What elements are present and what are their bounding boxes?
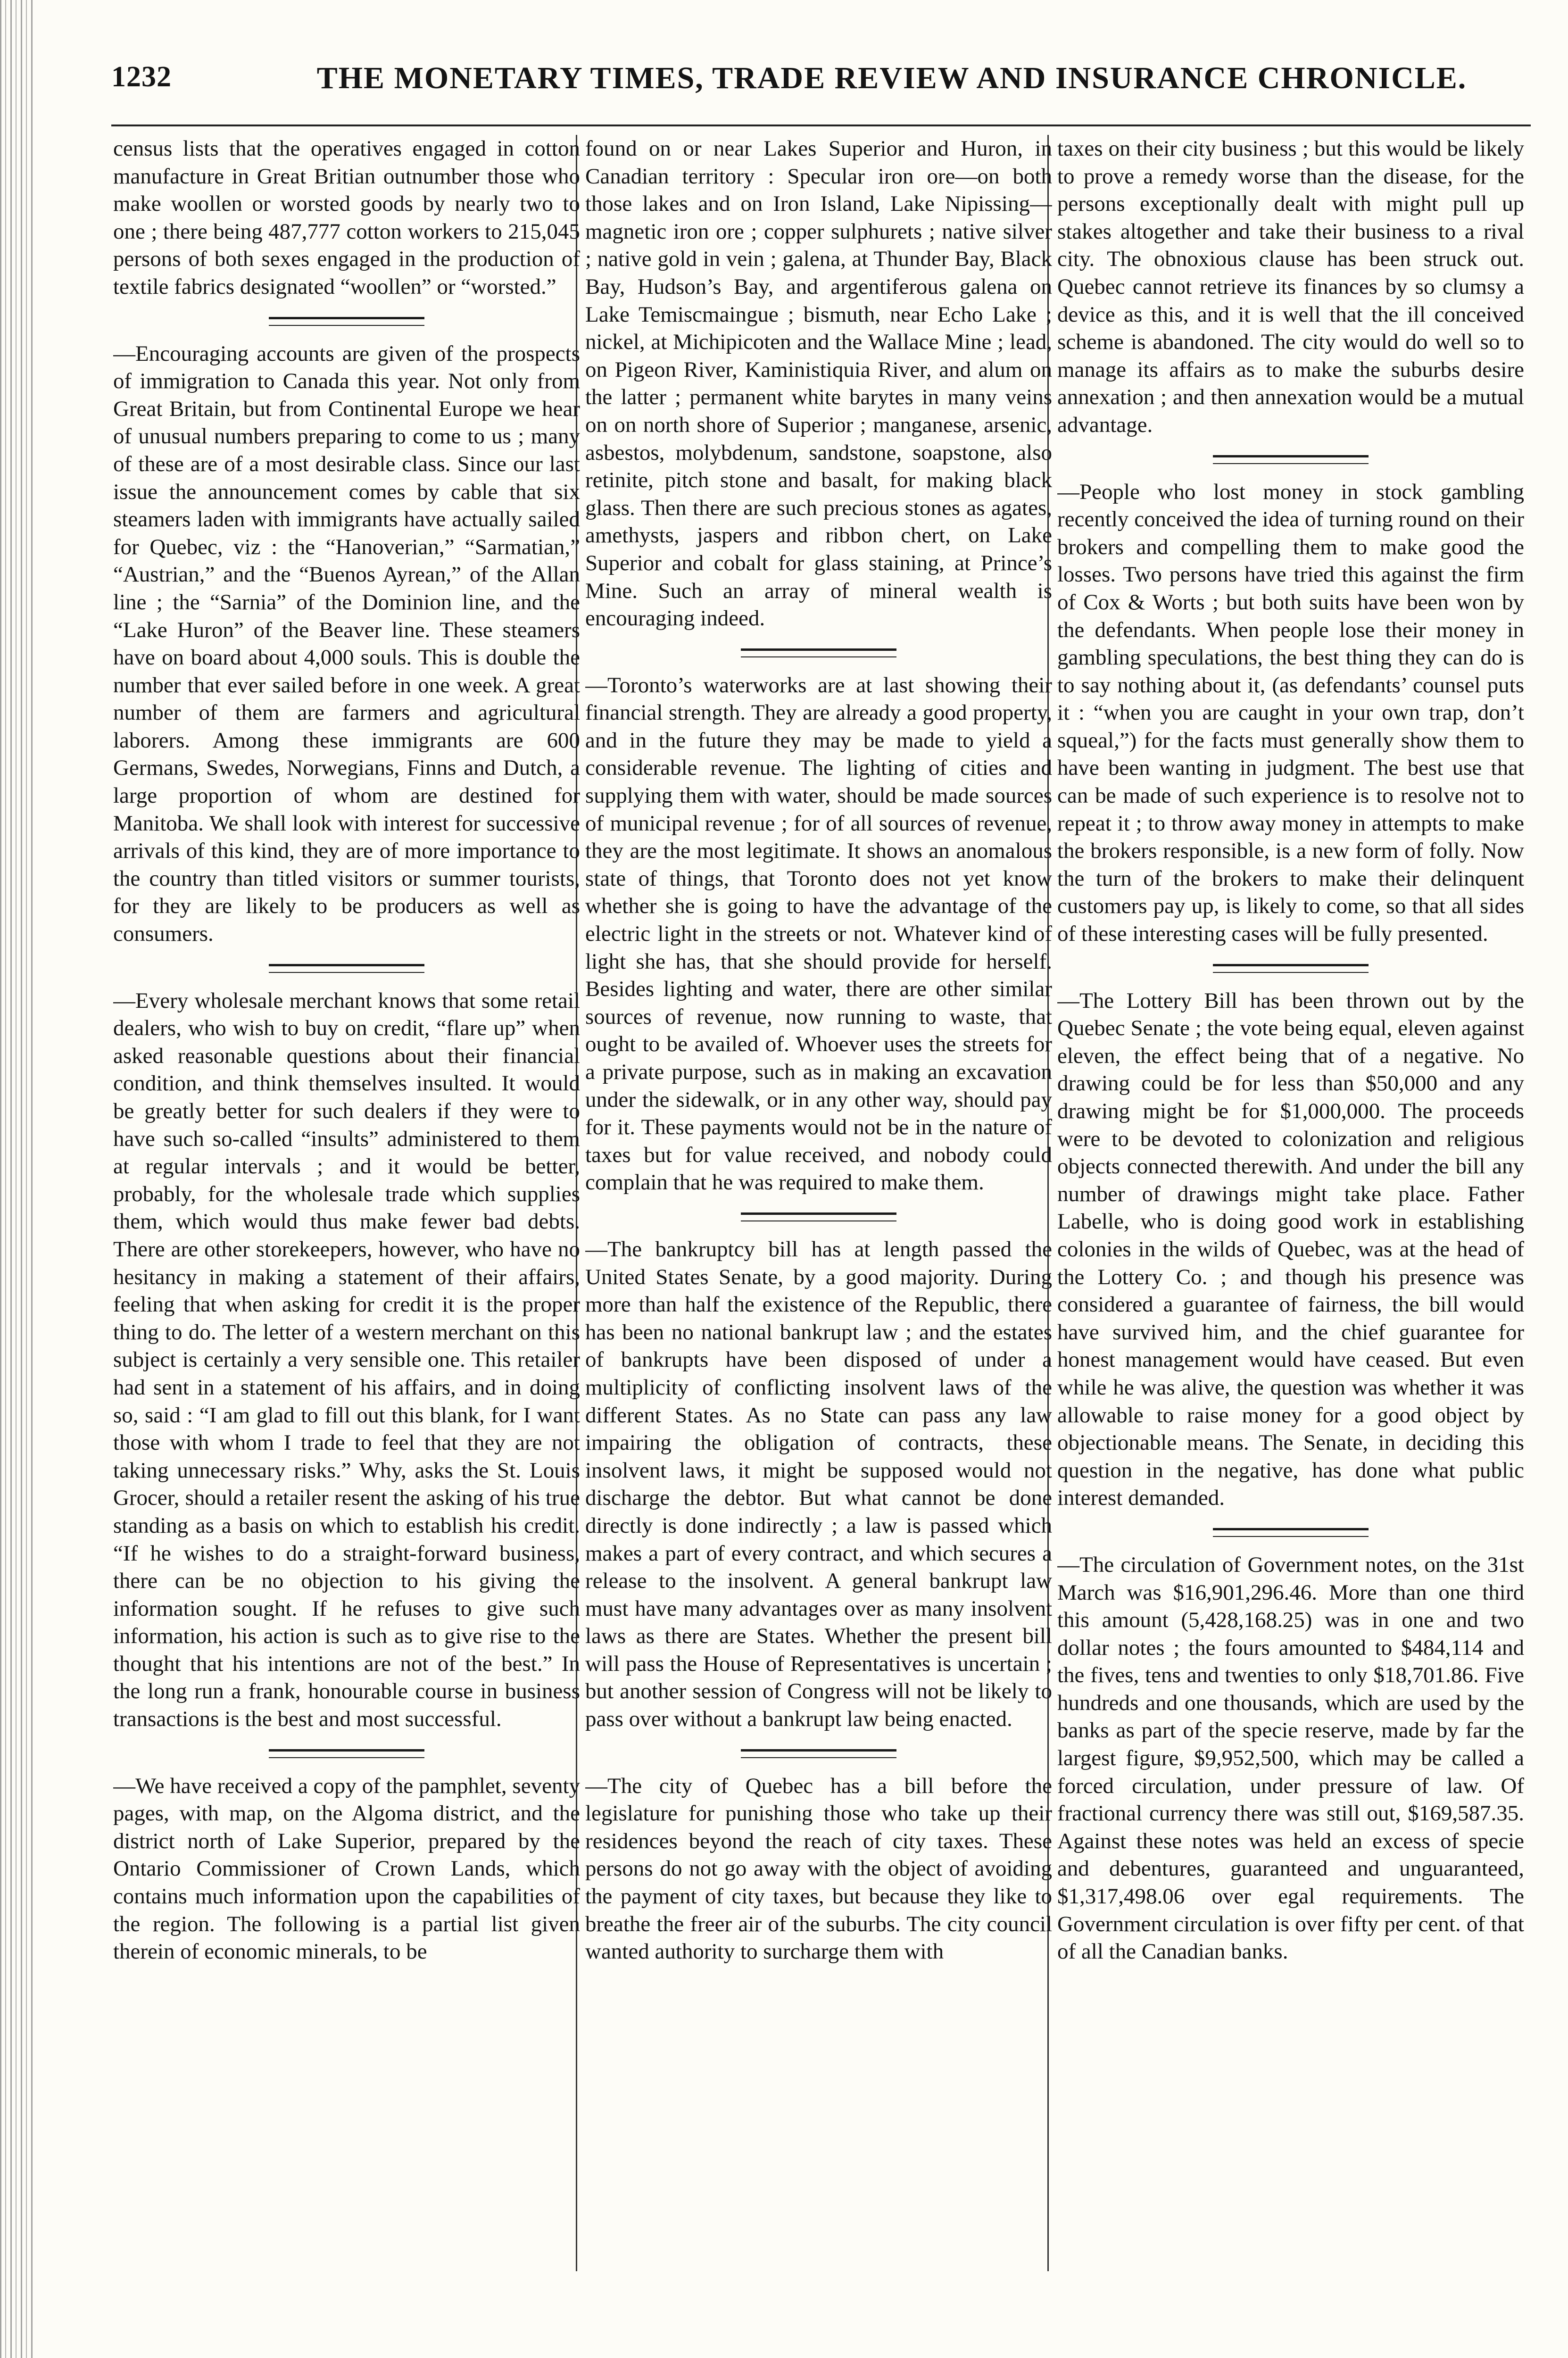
- article-paragraph: —Encouraging accounts are given of the prospects of immigration to Canada this year. Not only from Great Britain, but from Continental Europe we hear of unusual numbers preparing to come to us ; many of these are of a most desirable class. Since our last issue the announcement comes by cable that six steamers laden with immigrants have actually sailed for Quebec, viz : the “Hanoverian,” “Sarmatian,” “Austrian,” and the “Buenos Ayrean,” of the Allan line ; the “Sarnia” of the Dominion line, and the “Lake Huron” of the Beaver line. These steamers have on board about 4,000 souls. This is double the number that ever sailed before in one week. A great number of them are farmers and agricultural laborers. Among these immigrants are 600 Germans, Swedes, Norwegians, Finns and Dutch, a large proportion of whom are destined for Manitoba. We shall look with interest for successive arrivals of this kind, they are of more importance to the country than titled visitors or summer tourists, for they are likely to be producers as well as consumers.: [113, 341, 580, 947]
- article-separator: [269, 1749, 424, 1758]
- article-paragraph: —The city of Quebec has a bill before the legislature for punishing those who take up their residences beyond the reach of city taxes. These persons do not go away with the object of avoiding the payment of city taxes, but because they like to breathe the freer air of the suburbs. The city council wanted authority to surcharge them with: [585, 1773, 1052, 1964]
- article-paragraph: —We have received a copy of the pamphlet, seventy pages, with map, on the Algoma district, and the district north of Lake Superior, prepared by the Ontario Commissioner of Crown Lands, which contains much information upon the capabilities of the region. The following is a partial list given therein of economic minerals, to be: [113, 1773, 580, 1964]
- page-number: 1232: [111, 61, 172, 93]
- article-paragraph: —The bankruptcy bill has at length passed the United States Senate, by a good majority. During more than half the existence of the Republic, there has been no national bankrupt law ; and the estates of bankrupts have been disposed of under a multiplicity of conflicting insolvent laws of the different States. As no State can pass any law impairing the obligation of contracts, these insolvent laws, it might be supposed would not discharge the debtor. But what cannot be done directly is done indirectly ; a law is passed which makes a part of every contract, and which secures a release to the insolvent. A general bankrupt law must have many advantages over as many insolvent laws as there are States. Whether the present bill will pass the House of Representatives is uncertain ; but another session of Congress will not be likely to pass over without a bankrupt law being enacted.: [585, 1237, 1052, 1732]
- article-separator: [1213, 964, 1369, 973]
- column-2: [585, 135, 1052, 2342]
- article-separator: [741, 648, 896, 657]
- article-paragraph: —Toronto’s waterworks are at last showing their financial strength. They are already a good property, and in the future they may be made to yield a considerable revenue. The lighting of cities and supplying them with water, should be made sources of municipal revenue ; for of all sources of revenue, they are the most legitimate. It shows an anomalous state of things, that Toronto does not yet know whether she is going to have the advantage of the electric light in the streets or not. Whatever kind of light she has, that she should provide for herself. Besides lighting and water, there are other similar sources of revenue, now running to waste, that ought to be availed of. Whoever uses the streets for a private purpose, such as in making an excavation under the sidewalk, or in any other way, should pay for it. These payments would not be in the nature of taxes but for value received, and nobody could complain that he was required to make them.: [585, 673, 1052, 1195]
- article-paragraph: —The Lottery Bill has been thrown out by the Quebec Senate ; the vote being equal, eleven against eleven, the effect being that of a negative. No drawing could be for less than $50,000 and any drawing might be for $1,000,000. The proceeds were to be devoted to colonization and religious objects connected therewith. And under the bill any number of drawings might take place. Father Labelle, who is doing good work in establishing colonies in the wilds of Quebec, was at the head of the Lottery Co. ; and though his presence was considered a guarantee of fairness, the bill would have survived him, and the chief guarantee for honest management would have ceased. But even while he was alive, the question was whether it was allowable to raise money for a good object by objectionable means. The Senate, in deciding this question in the negative, has done what public interest demanded.: [1057, 988, 1524, 1511]
- article-separator: [269, 964, 424, 973]
- article-paragraph: census lists that the operatives engaged in cotton manufacture in Great Britian outnumber those who make woollen or worsted goods by nearly two to one ; there being 487,777 cotton workers to 215,045 persons of both sexes engaged in the production of textile fabrics designated “woollen” or “worsted.”: [113, 136, 580, 299]
- article-separator: [741, 1749, 896, 1758]
- page-binding-edge: [0, 0, 33, 2358]
- header-rule: [111, 125, 1531, 126]
- article-separator: [1213, 455, 1369, 464]
- column-3: [1057, 135, 1524, 2342]
- article-paragraph: —People who lost money in stock gambling recently conceived the idea of turning round on their brokers and compelling them to make good the losses. Two persons have tried this against the firm of Cox & Worts ; but both suits have been won by the defendants. When people lose their money in gambling speculations, the best thing they can do is to say nothing about it, (as defendants’ counsel puts it : “when you are caught in your own trap, don’t squeal,”) for the facts must generally show them to have been wanting in judgment. The best use that can be made of such experience is to resolve not to repeat it ; to throw away money in attempts to make the brokers responsible, is a new form of folly. Now the turn of the brokers to make their delinquent customers pay up, is likely to come, so that all sides of these interesting cases will be fully presented.: [1057, 479, 1524, 947]
- article-separator: [269, 317, 424, 326]
- article-paragraph: —Every wholesale merchant knows that some retail dealers, who wish to buy on credit, “flare up” when asked reasonable questions about their financial condition, and think themselves insulted. It would be greatly better for such dealers if they were to have such so-called “insults” administered to them at regular intervals ; and it would be better, probably, for the wholesale trade which supplies them, which would thus make fewer bad debts. There are other storekeepers, however, who have no hesitancy in making a statement of their affairs, feeling that when asking for credit it is the proper thing to do. The letter of a western merchant on this subject is certainly a very sensible one. This retailer had sent in a statement of his affairs, and in doing so, said : “I am glad to fill out this blank, for I want those with whom I trade to feel that they are not taking unnecessary risks.” Why, asks the St. Louis Grocer, should a retailer resent the asking of his true standing as a basis on which to establish his credit. “If he wishes to do a straight-forward business, there can be no objection to his giving the information sought. If he refuses to give such information, his action is such as to give rise to the thought that his intentions are not of the best.” In the long run a frank, honourable course in business transactions is the best and most successful.: [113, 988, 580, 1732]
- column-1: [113, 135, 580, 2342]
- article-separator: [741, 1212, 896, 1221]
- article-paragraph: —The circulation of Government notes, on the 31st March was $16,901,296.46. More than one third this amount (5,428,168.25) was in one and two dollar notes ; the fours amounted to $484,114 and the fives, tens and twenties to only $18,701.86. Five hundreds and one thousands, which are used by the banks as part of the specie reserve, made by far the largest figure, $9,952,500, which may be called a forced circulation, under pressure of law. Of fractional currency there was still out, $169,587.35. Against these notes was held an excess of specie and debentures, guaranteed and unguaranteed, $1,317,498.06 over egal requirements. The Government circulation is over fifty per cent. of that of all the Canadian banks.: [1057, 1552, 1524, 1964]
- journal-title: THE MONETARY TIMES, TRADE REVIEW AND INSURANCE CHRONICLE.: [316, 61, 1467, 95]
- article-paragraph: found on or near Lakes Superior and Huron, in Canadian territory : Specular iron ore—on both those lakes and on Iron Island, Lake Nipissing—magnetic iron ore ; copper sulphurets ; native silver ; native gold in vein ; galena, at Thunder Bay, Black Bay, Hudson’s Bay, and argentiferous galena on Lake Temiscmaingue ; bismuth, near Echo Lake ; nickel, at Michipicoten and the Wallace Mine ; lead, on Pigeon River, Kaministiquia River, and alum on the latter ; permanent white barytes in many veins on on north shore of Superior ; manganese, arsenic, asbestos, molybdenum, sandstone, soapstone, also retinite, pitch stone and basalt, for making black glass. Then there are such precious stones as agates, amethysts, jaspers and ribbon chert, on Lake Superior and cobalt for glass staining, at Prince’s Mine. Such an array of mineral wealth is encouraging indeed.: [585, 136, 1052, 631]
- article-separator: [1213, 1528, 1369, 1537]
- page-header: [111, 56, 1531, 108]
- article-paragraph: taxes on their city business ; but this would be likely to prove a remedy worse than the disease, for the persons exceptionally dealt with might pull up stakes altogether and take their business to a rival city. The obnoxious clause has been struck out. Quebec cannot retrieve its finances by so clumsy a device as this, and it is well that the ill conceived scheme is abandoned. The city would do well so to manage its affairs as to make the suburbs desire annexation ; and then annexation would be a mutual advantage.: [1057, 136, 1524, 437]
